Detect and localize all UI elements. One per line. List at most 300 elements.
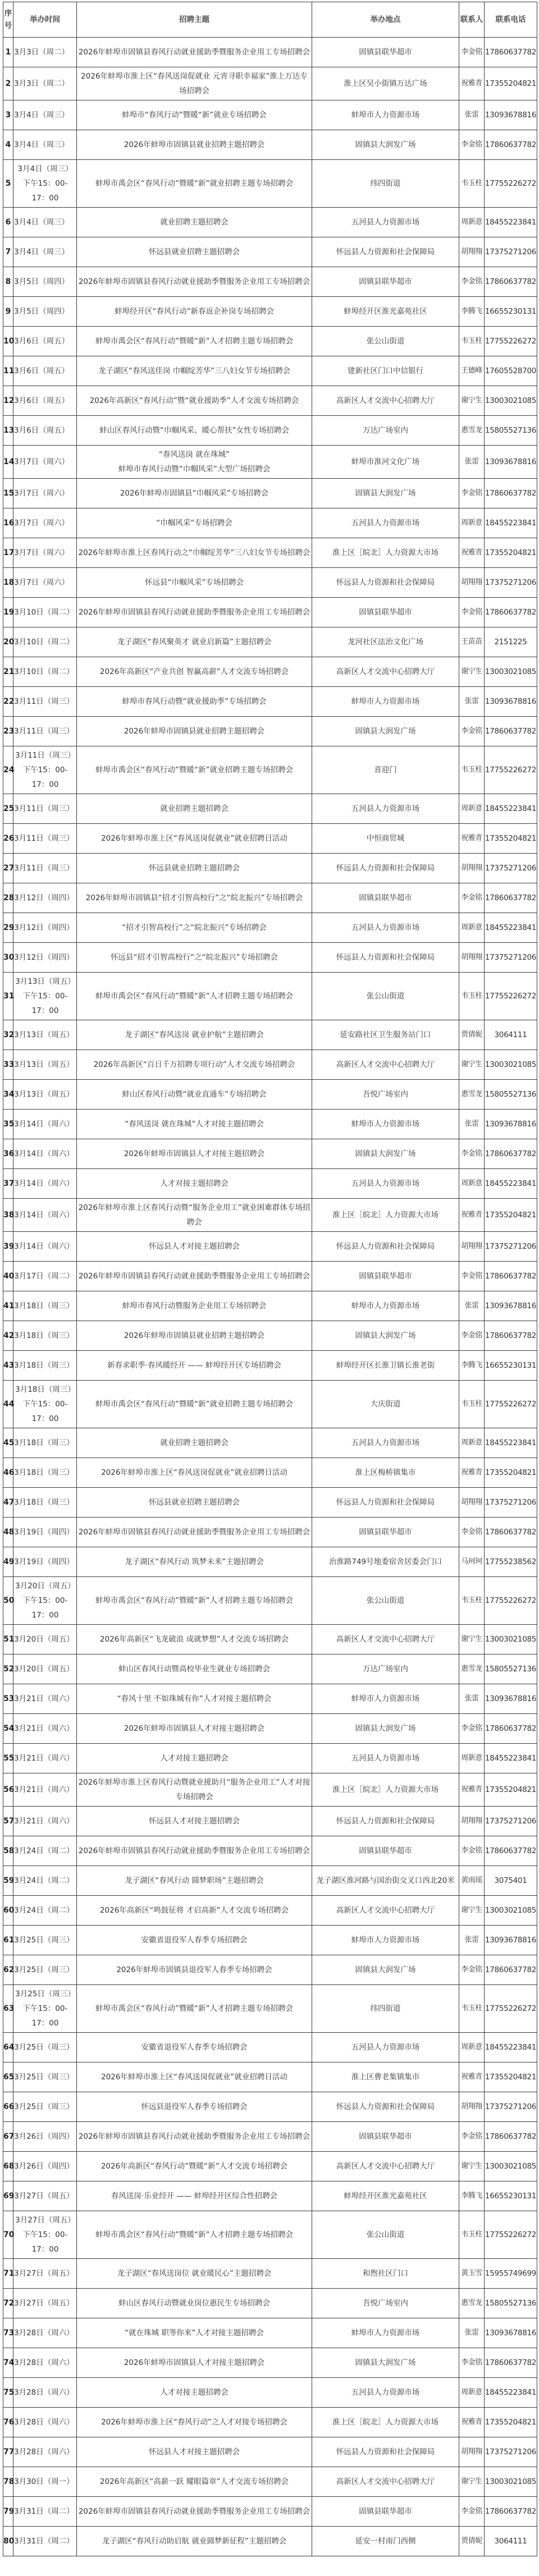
cell-theme: 龙子湖区“春风行动助启航 就业圆梦新征程”主题招聘会	[77, 2527, 312, 2556]
cell-time: 3月28日（周六）	[13, 2437, 77, 2467]
cell-theme: 2026年蚌埠市固镇县春风行动就业援助季暨服务企业用工专场招聘会	[77, 1262, 312, 1291]
cell-theme: 龙子湖区“春风送岗位 就业暖民心”主题招聘会	[77, 2259, 312, 2289]
cell-contact: 贾倩妮	[459, 1020, 485, 1050]
cell-no: 53	[3, 1684, 13, 1714]
cell-phone: 13093678816	[485, 1926, 537, 1955]
table-row	[3, 1262, 537, 1291]
cell-theme: 2026年蚌埠市固镇县人才对接主题招聘会	[77, 2348, 312, 2378]
cell-phone: 13003021085	[485, 1050, 537, 1080]
table-row	[3, 598, 537, 627]
cell-theme: 就业招聘主题招聘会	[77, 794, 312, 824]
cell-no: 65	[3, 2062, 13, 2092]
cell-no: 15	[3, 479, 13, 508]
header-phone: 联系电话	[485, 2, 537, 38]
cell-location: 张公山街道	[312, 327, 459, 356]
cell-time: 3月13日（周五）	[13, 1020, 77, 1050]
cell-time: 3月14日（周六）	[13, 1199, 77, 1232]
cell-no: 20	[3, 627, 13, 657]
table-row	[3, 2527, 537, 2556]
cell-phone: 18455223841	[485, 2033, 537, 2062]
cell-no: 13	[3, 416, 13, 446]
cell-location: 蚌埠经开区淮光嘉苑社区	[312, 2181, 459, 2211]
cell-no: 41	[3, 1291, 13, 1321]
cell-time: 3月3日（周二）	[13, 67, 77, 100]
cell-phone: 15805527136	[485, 2289, 537, 2318]
cell-no: 36	[3, 1139, 13, 1169]
cell-theme: 2026年蚌埠市固镇县就业招聘主题招聘会	[77, 717, 312, 746]
cell-phone: 17605528700	[485, 356, 537, 386]
cell-phone: 17755226272	[485, 327, 537, 356]
cell-phone: 17375271206	[485, 568, 537, 598]
cell-contact: 周新意	[459, 1744, 485, 1773]
cell-contact: 胡翔翔	[459, 237, 485, 267]
cell-theme: 蚌埠市禹会区“春风行动”暨暖“新”人才招聘主题专场招聘会	[77, 1577, 312, 1625]
cell-contact: 李金铭	[459, 267, 485, 297]
cell-location: 固镇县大润发广场	[312, 2348, 459, 2378]
cell-time: 3月3日（周二）	[13, 38, 77, 67]
cell-theme: 蚌埠市“春风行动”暨暖“新”就业专场招聘会	[77, 100, 312, 130]
cell-contact: 韦玉柱	[459, 327, 485, 356]
cell-location: 怀远县人力资源和社会保障局	[312, 237, 459, 267]
cell-no: 50	[3, 1577, 13, 1625]
cell-phone: 13003021085	[485, 1896, 537, 1926]
cell-time: 3月28日（周六）	[13, 2378, 77, 2408]
cell-location: 五河县人力资源市场	[312, 1744, 459, 1773]
cell-no: 73	[3, 2318, 13, 2348]
cell-phone: 17755226272	[485, 973, 537, 1020]
cell-time: 3月6日（周五）	[13, 356, 77, 386]
cell-no: 49	[3, 1547, 13, 1577]
cell-contact: 胡翔翔	[459, 1232, 485, 1262]
cell-location: 建新社区门口中信银行	[312, 356, 459, 386]
cell-time: 3月27日（周五）	[13, 2289, 77, 2318]
cell-contact: 祝雅青	[459, 1773, 485, 1807]
table-row	[3, 568, 537, 598]
cell-time: 3月18日（周三）	[13, 1321, 77, 1351]
cell-time: 3月7日（周六）	[13, 479, 77, 508]
cell-contact: 周新意	[459, 2033, 485, 2062]
cell-theme: 2026年高新区“春风行动”暨暖“新”人才交流专场招聘会	[77, 2152, 312, 2181]
cell-phone: 17355204821	[485, 1773, 537, 1807]
table-row	[3, 1836, 537, 1866]
table-row	[3, 687, 537, 717]
cell-no: 24	[3, 746, 13, 794]
cell-location: 固镇县联华超市	[312, 883, 459, 913]
cell-contact: 李金铭	[459, 883, 485, 913]
cell-location: 高新区人才交流中心招聘大厅	[312, 386, 459, 416]
table-row	[3, 1321, 537, 1351]
cell-location: 蚌埠市人力资源市场	[312, 100, 459, 130]
cell-time: 3月18日（周三）	[13, 1458, 77, 1488]
cell-no: 48	[3, 1518, 13, 1547]
cell-phone: 17860637782	[485, 2122, 537, 2152]
cell-phone: 17375271206	[485, 1807, 537, 1836]
cell-phone: 17375271206	[485, 237, 537, 267]
cell-theme: 蚌埠市禹会区“春风行动”暨暖“新”人才招聘主题专场招聘会	[77, 973, 312, 1020]
cell-contact: 李金铭	[459, 1518, 485, 1547]
cell-contact: 惠雪龙	[459, 1654, 485, 1684]
cell-theme: 怀远县就业招聘主题招聘会	[77, 237, 312, 267]
table-row	[3, 1577, 537, 1625]
cell-no: 12	[3, 386, 13, 416]
cell-time: 3月26日（周四）	[13, 2122, 77, 2152]
cell-location: 龙子湖区淮河路与国治街交叉口西北20米	[312, 1866, 459, 1896]
cell-location: 五河县人力资源市场	[312, 1169, 459, 1199]
cell-no: 6	[3, 208, 13, 237]
cell-location: 高新区人才交流中心招聘大厅	[312, 2152, 459, 2181]
cell-time: 3月13日（周五）	[13, 1050, 77, 1080]
cell-no: 80	[3, 2527, 13, 2556]
cell-phone: 3064111	[485, 2527, 537, 2556]
table-row	[3, 38, 537, 67]
cell-no: 4	[3, 130, 13, 160]
cell-location: 固镇县大润发广场	[312, 1321, 459, 1351]
cell-contact: 周新意	[459, 208, 485, 237]
cell-no: 33	[3, 1050, 13, 1080]
cell-time: 3月18日（周三）	[13, 1291, 77, 1321]
cell-contact: 胡翔翔	[459, 854, 485, 883]
cell-phone: 13093678816	[485, 2318, 537, 2348]
cell-time: 3月10日（周二）	[13, 598, 77, 627]
cell-no: 72	[3, 2289, 13, 2318]
cell-theme: 2026年蚌埠市固镇县春风行动就业援助季暨服务企业用工专场招聘会	[77, 2497, 312, 2527]
cell-contact: 王苗苗	[459, 627, 485, 657]
cell-location: 蚌埠市淮河文化广场	[312, 446, 459, 479]
cell-contact: 韦玉柱	[459, 1985, 485, 2033]
cell-location: 固镇县联华超市	[312, 598, 459, 627]
cell-time: 3月27日（周五） 下午15：00- 17：00	[13, 2211, 77, 2259]
cell-time: 3月4日（周三）	[13, 130, 77, 160]
table-row	[3, 1896, 537, 1926]
cell-contact: 李腾飞	[459, 2181, 485, 2211]
cell-time: 3月12日（周四）	[13, 913, 77, 943]
cell-time: 3月25日（周三） 下午15：00- 17：00	[13, 1985, 77, 2033]
cell-location: 万达广场室内	[312, 1654, 459, 1684]
cell-phone: 15805527136	[485, 1080, 537, 1110]
cell-no: 29	[3, 913, 13, 943]
cell-contact: 韦玉柱	[459, 160, 485, 208]
cell-theme: 2026年蚌埠市固镇县春风行动就业援助季暨服务企业用工专场招聘会	[77, 267, 312, 297]
table-row	[3, 160, 537, 208]
cell-time: 3月31日（周二）	[13, 2527, 77, 2556]
cell-phone: 17755226272	[485, 1985, 537, 2033]
cell-no: 52	[3, 1654, 13, 1684]
cell-contact: 李腾飞	[459, 297, 485, 327]
cell-location: 蚌埠经开区长淮卫镇长淮老街	[312, 1351, 459, 1381]
cell-no: 57	[3, 1807, 13, 1836]
job-fair-table	[3, 2, 537, 2556]
cell-phone: 2151225	[485, 627, 537, 657]
cell-no: 42	[3, 1321, 13, 1351]
table-row	[3, 2033, 537, 2062]
table-row	[3, 943, 537, 973]
cell-location: 固镇县联华超市	[312, 1518, 459, 1547]
cell-location: 张公山街道	[312, 1577, 459, 1625]
cell-time: 3月20日（周五）	[13, 1654, 77, 1684]
cell-phone: 15805527136	[485, 1654, 537, 1684]
cell-phone: 17860637782	[485, 1321, 537, 1351]
header-location: 举办地点	[312, 2, 459, 38]
cell-no: 31	[3, 973, 13, 1020]
cell-location: 高新区人才交流中心招聘大厅	[312, 2467, 459, 2497]
cell-phone: 17860637782	[485, 883, 537, 913]
cell-contact: 谢宁生	[459, 2152, 485, 2181]
cell-theme: 怀远县就业招聘主题招聘会	[77, 1488, 312, 1518]
cell-no: 2	[3, 67, 13, 100]
cell-contact: 张雷	[459, 1684, 485, 1714]
cell-phone: 13093678816	[485, 1684, 537, 1714]
table-row	[3, 237, 537, 267]
cell-theme: 怀远县就业招聘主题招聘会	[77, 854, 312, 883]
cell-phone: 17860637782	[485, 1714, 537, 1744]
cell-location: 中恒商贸城	[312, 824, 459, 854]
cell-time: 3月7日（周六）	[13, 538, 77, 568]
cell-theme: 2026年蚌埠市淮上区春风行动暨就业援助月“服务企业用工”人才对接专场招聘会	[77, 1773, 312, 1807]
table-row	[3, 327, 537, 356]
table-row	[3, 2348, 537, 2378]
table-row	[3, 538, 537, 568]
cell-no: 25	[3, 794, 13, 824]
cell-time: 3月6日（周五）	[13, 327, 77, 356]
cell-phone: 17375271206	[485, 2437, 537, 2467]
cell-contact: 祝雅青	[459, 1458, 485, 1488]
table-row	[3, 2259, 537, 2289]
cell-no: 1	[3, 38, 13, 67]
cell-no: 61	[3, 1926, 13, 1955]
cell-time: 3月20日（周五）	[13, 1625, 77, 1654]
cell-theme: 2026年蚌埠市淮上区春风行动之“巾帼绽芳华”三八妇女节专场招聘会	[77, 538, 312, 568]
cell-contact: 谢宁生	[459, 1896, 485, 1926]
cell-phone: 17375271206	[485, 1232, 537, 1262]
table-row	[3, 416, 537, 446]
cell-phone: 13003021085	[485, 1625, 537, 1654]
cell-contact: 韦玉柱	[459, 1381, 485, 1428]
cell-theme: 就业招聘主题招聘会	[77, 1428, 312, 1458]
cell-theme: 就业招聘主题招聘会	[77, 208, 312, 237]
cell-theme: “春风十里 不如珠城有你”人才对接主题招聘会	[77, 1684, 312, 1714]
cell-location: 怀远县人力资源和社会保障局	[312, 943, 459, 973]
cell-contact: 张雷	[459, 1926, 485, 1955]
cell-phone: 13093678816	[485, 1291, 537, 1321]
cell-location: 固镇县大润发广场	[312, 717, 459, 746]
cell-theme: 怀远县人才对接主题招聘会	[77, 1807, 312, 1836]
cell-theme: 龙子湖区“春风行动 筑梦未来”主题招聘会	[77, 1547, 312, 1577]
table-row	[3, 386, 537, 416]
cell-location: 万达广场室内	[312, 416, 459, 446]
cell-location: 龙河社区法治文化广场	[312, 627, 459, 657]
table-row	[3, 2497, 537, 2527]
cell-time: 3月4日（周三）	[13, 237, 77, 267]
cell-theme: 2026年高新区“飞龙破浪 成就梦想”人才交流专场招聘会	[77, 1625, 312, 1654]
cell-time: 3月18日（周三）	[13, 1351, 77, 1381]
cell-no: 63	[3, 1985, 13, 2033]
cell-no: 3	[3, 100, 13, 130]
cell-theme: 蚌埠市禹会区“春风行动”暨暖“新”人才招聘主题专场招聘会	[77, 2211, 312, 2259]
cell-contact: 谢宁生	[459, 386, 485, 416]
cell-theme: 2026年蚌埠市淮上区“春风送岗促就业 元宵寻职幸福家”淮上万达专场招聘会	[77, 67, 312, 100]
table-row	[3, 1169, 537, 1199]
cell-location: 淮上区［皖北］人力资源大市场	[312, 538, 459, 568]
cell-time: 3月13日（周五） 下午15：00- 17：00	[13, 973, 77, 1020]
cell-contact: 黄雨瑶	[459, 1866, 485, 1896]
cell-location: 蚌埠市人力资源市场	[312, 1926, 459, 1955]
cell-contact: 张雷	[459, 1110, 485, 1139]
cell-contact: 惠雪龙	[459, 2289, 485, 2318]
table-row	[3, 2408, 537, 2437]
cell-phone: 17860637782	[485, 1262, 537, 1291]
cell-theme: 2026年蚌埠市淮上区“春风送岗促就业”就业招聘日活动	[77, 1458, 312, 1488]
table-row	[3, 297, 537, 327]
cell-location: 治淮路749号地委宿舍居委会门口	[312, 1547, 459, 1577]
table-row	[3, 1428, 537, 1458]
cell-no: 40	[3, 1262, 13, 1291]
cell-no: 23	[3, 717, 13, 746]
cell-no: 39	[3, 1232, 13, 1262]
cell-location: 蚌埠市人力资源市场	[312, 1684, 459, 1714]
table-row	[3, 1080, 537, 1110]
cell-theme: 2026年高新区“高薪一跃 耀眼篇章”人才交流专场招聘会	[77, 2467, 312, 2497]
cell-phone: 13093678816	[485, 446, 537, 479]
cell-contact: 胡翔翔	[459, 943, 485, 973]
cell-contact: 胡翔翔	[459, 1807, 485, 1836]
cell-no: 18	[3, 568, 13, 598]
cell-location: 蚌埠市人力资源市场	[312, 2318, 459, 2348]
table-row	[3, 973, 537, 1020]
table-row	[3, 1866, 537, 1896]
cell-time: 3月28日（周六）	[13, 2408, 77, 2437]
cell-location: 怀远县人力资源和社会保障局	[312, 2437, 459, 2467]
cell-theme: 蚌埠经开区“春风行动”新春返企补岗专场招聘会	[77, 297, 312, 327]
table-row	[3, 2437, 537, 2467]
cell-time: 3月24日（周二）	[13, 1836, 77, 1866]
cell-theme: 人才对接主题招聘会	[77, 1169, 312, 1199]
cell-phone: 17755226272	[485, 746, 537, 794]
table-row	[3, 1139, 537, 1169]
cell-location: 怀远县人力资源和社会保障局	[312, 854, 459, 883]
table-row	[3, 1232, 537, 1262]
table-row	[3, 1199, 537, 1232]
cell-time: 3月5日（周四）	[13, 267, 77, 297]
cell-location: 纬四街道	[312, 1985, 459, 2033]
cell-theme: 2026年蚌埠市固镇县春风行动就业援助季暨服务企业用工专场招聘会	[77, 2122, 312, 2152]
cell-contact: 李金铭	[459, 1321, 485, 1351]
cell-time: 3月18日（周三）	[13, 1488, 77, 1518]
table-row	[3, 854, 537, 883]
cell-contact: 李金铭	[459, 2348, 485, 2378]
cell-contact: 李金铭	[459, 130, 485, 160]
cell-time: 3月12日（周四）	[13, 943, 77, 973]
cell-theme: 2026年蚌埠市固镇县春风行动就业援助季暨服务企业用工专场招聘会	[77, 598, 312, 627]
cell-theme: 怀远县人才对接主题招聘会	[77, 2437, 312, 2467]
cell-phone: 16655230131	[485, 1351, 537, 1381]
cell-contact: 李金铭	[459, 38, 485, 67]
table-row	[3, 883, 537, 913]
cell-theme: 龙子湖区“春风送佳岗 巾帼绽芳华”三八妇女节专场招聘会	[77, 356, 312, 386]
table-row	[3, 2378, 537, 2408]
cell-phone: 17375271206	[485, 943, 537, 973]
cell-contact: 惠雪龙	[459, 1080, 485, 1110]
cell-location: 固镇县大润发广场	[312, 479, 459, 508]
table-row	[3, 1518, 537, 1547]
cell-time: 3月11日（周三）	[13, 794, 77, 824]
cell-location: 淮上区曹老集镇集市	[312, 2062, 459, 2092]
cell-no: 71	[3, 2259, 13, 2289]
cell-phone: 16655230131	[485, 2181, 537, 2211]
cell-no: 78	[3, 2467, 13, 2497]
cell-contact: 李金铭	[459, 1836, 485, 1866]
cell-no: 37	[3, 1169, 13, 1199]
cell-location: 五河县人力资源市场	[312, 508, 459, 538]
cell-theme: 蚌埠市春风行动暨“就业援助季”专场招聘会	[77, 687, 312, 717]
cell-time: 3月26日（周四）	[13, 2152, 77, 2181]
cell-time: 3月14日（周六）	[13, 1110, 77, 1139]
cell-contact: 祝雅青	[459, 824, 485, 854]
cell-phone: 18455223841	[485, 2378, 537, 2408]
cell-theme: 龙子湖区“春风聚英才 就业启新篇”主题招聘会	[77, 627, 312, 657]
cell-time: 3月25日（周三）	[13, 1926, 77, 1955]
cell-phone: 17355204821	[485, 2062, 537, 2092]
table-row	[3, 1654, 537, 1684]
table-row	[3, 1020, 537, 1050]
cell-theme: 蚌山区春风行动暨高校毕业生就业专场招聘会	[77, 1654, 312, 1684]
table-row	[3, 2152, 537, 2181]
cell-no: 62	[3, 1955, 13, 1985]
cell-no: 75	[3, 2378, 13, 2408]
cell-time: 3月19日（周四）	[13, 1547, 77, 1577]
table-row	[3, 1744, 537, 1773]
cell-phone: 17355204821	[485, 1458, 537, 1488]
cell-contact: 祝雅青	[459, 538, 485, 568]
cell-contact: 张雷	[459, 687, 485, 717]
cell-phone: 15805527136	[485, 416, 537, 446]
cell-no: 19	[3, 598, 13, 627]
cell-contact: 谢宁生	[459, 1050, 485, 1080]
cell-contact: 李金铭	[459, 2497, 485, 2527]
cell-location: 固镇县联华超市	[312, 267, 459, 297]
cell-theme: 蚌埠市春风行动暨服务企业用工专场招聘会	[77, 1291, 312, 1321]
cell-no: 27	[3, 854, 13, 883]
cell-phone: 13003021085	[485, 657, 537, 687]
cell-phone: 17355204821	[485, 1199, 537, 1232]
cell-phone: 17755226272	[485, 2211, 537, 2259]
cell-contact: 谢宁生	[459, 657, 485, 687]
cell-no: 5	[3, 160, 13, 208]
cell-theme: 2026年蚌埠市固镇县春风行动就业援助季暨服务企业用工专场招聘会	[77, 1836, 312, 1866]
table-row	[3, 208, 537, 237]
table-row	[3, 913, 537, 943]
cell-contact: 黄玉雪	[459, 2259, 485, 2289]
cell-time: 3月12日（周四）	[13, 883, 77, 913]
table-row	[3, 1684, 537, 1714]
cell-location: 怀远县人力资源和社会保障局	[312, 1488, 459, 1518]
cell-theme: 2026年蚌埠市固镇县就业招聘主题招聘会	[77, 130, 312, 160]
cell-theme: 2026年蚌埠市淮上区“春风送岗促就业”就业招聘日活动	[77, 2062, 312, 2092]
table-row	[3, 130, 537, 160]
cell-time: 3月24日（周二）	[13, 1896, 77, 1926]
cell-location: 吾悦广场室内	[312, 1080, 459, 1110]
cell-location: 高新区人才交流中心招聘大厅	[312, 1896, 459, 1926]
cell-time: 3月25日（周三）	[13, 1955, 77, 1985]
cell-phone: 17860637782	[485, 130, 537, 160]
cell-phone: 13003021085	[485, 2152, 537, 2181]
cell-location: 五河县人力资源市场	[312, 913, 459, 943]
cell-no: 58	[3, 1836, 13, 1866]
cell-time: 3月6日（周五）	[13, 416, 77, 446]
table-row	[3, 657, 537, 687]
cell-time: 3月28日（周六）	[13, 2318, 77, 2348]
cell-time: 3月4日（周三）	[13, 208, 77, 237]
cell-phone: 17860637782	[485, 267, 537, 297]
